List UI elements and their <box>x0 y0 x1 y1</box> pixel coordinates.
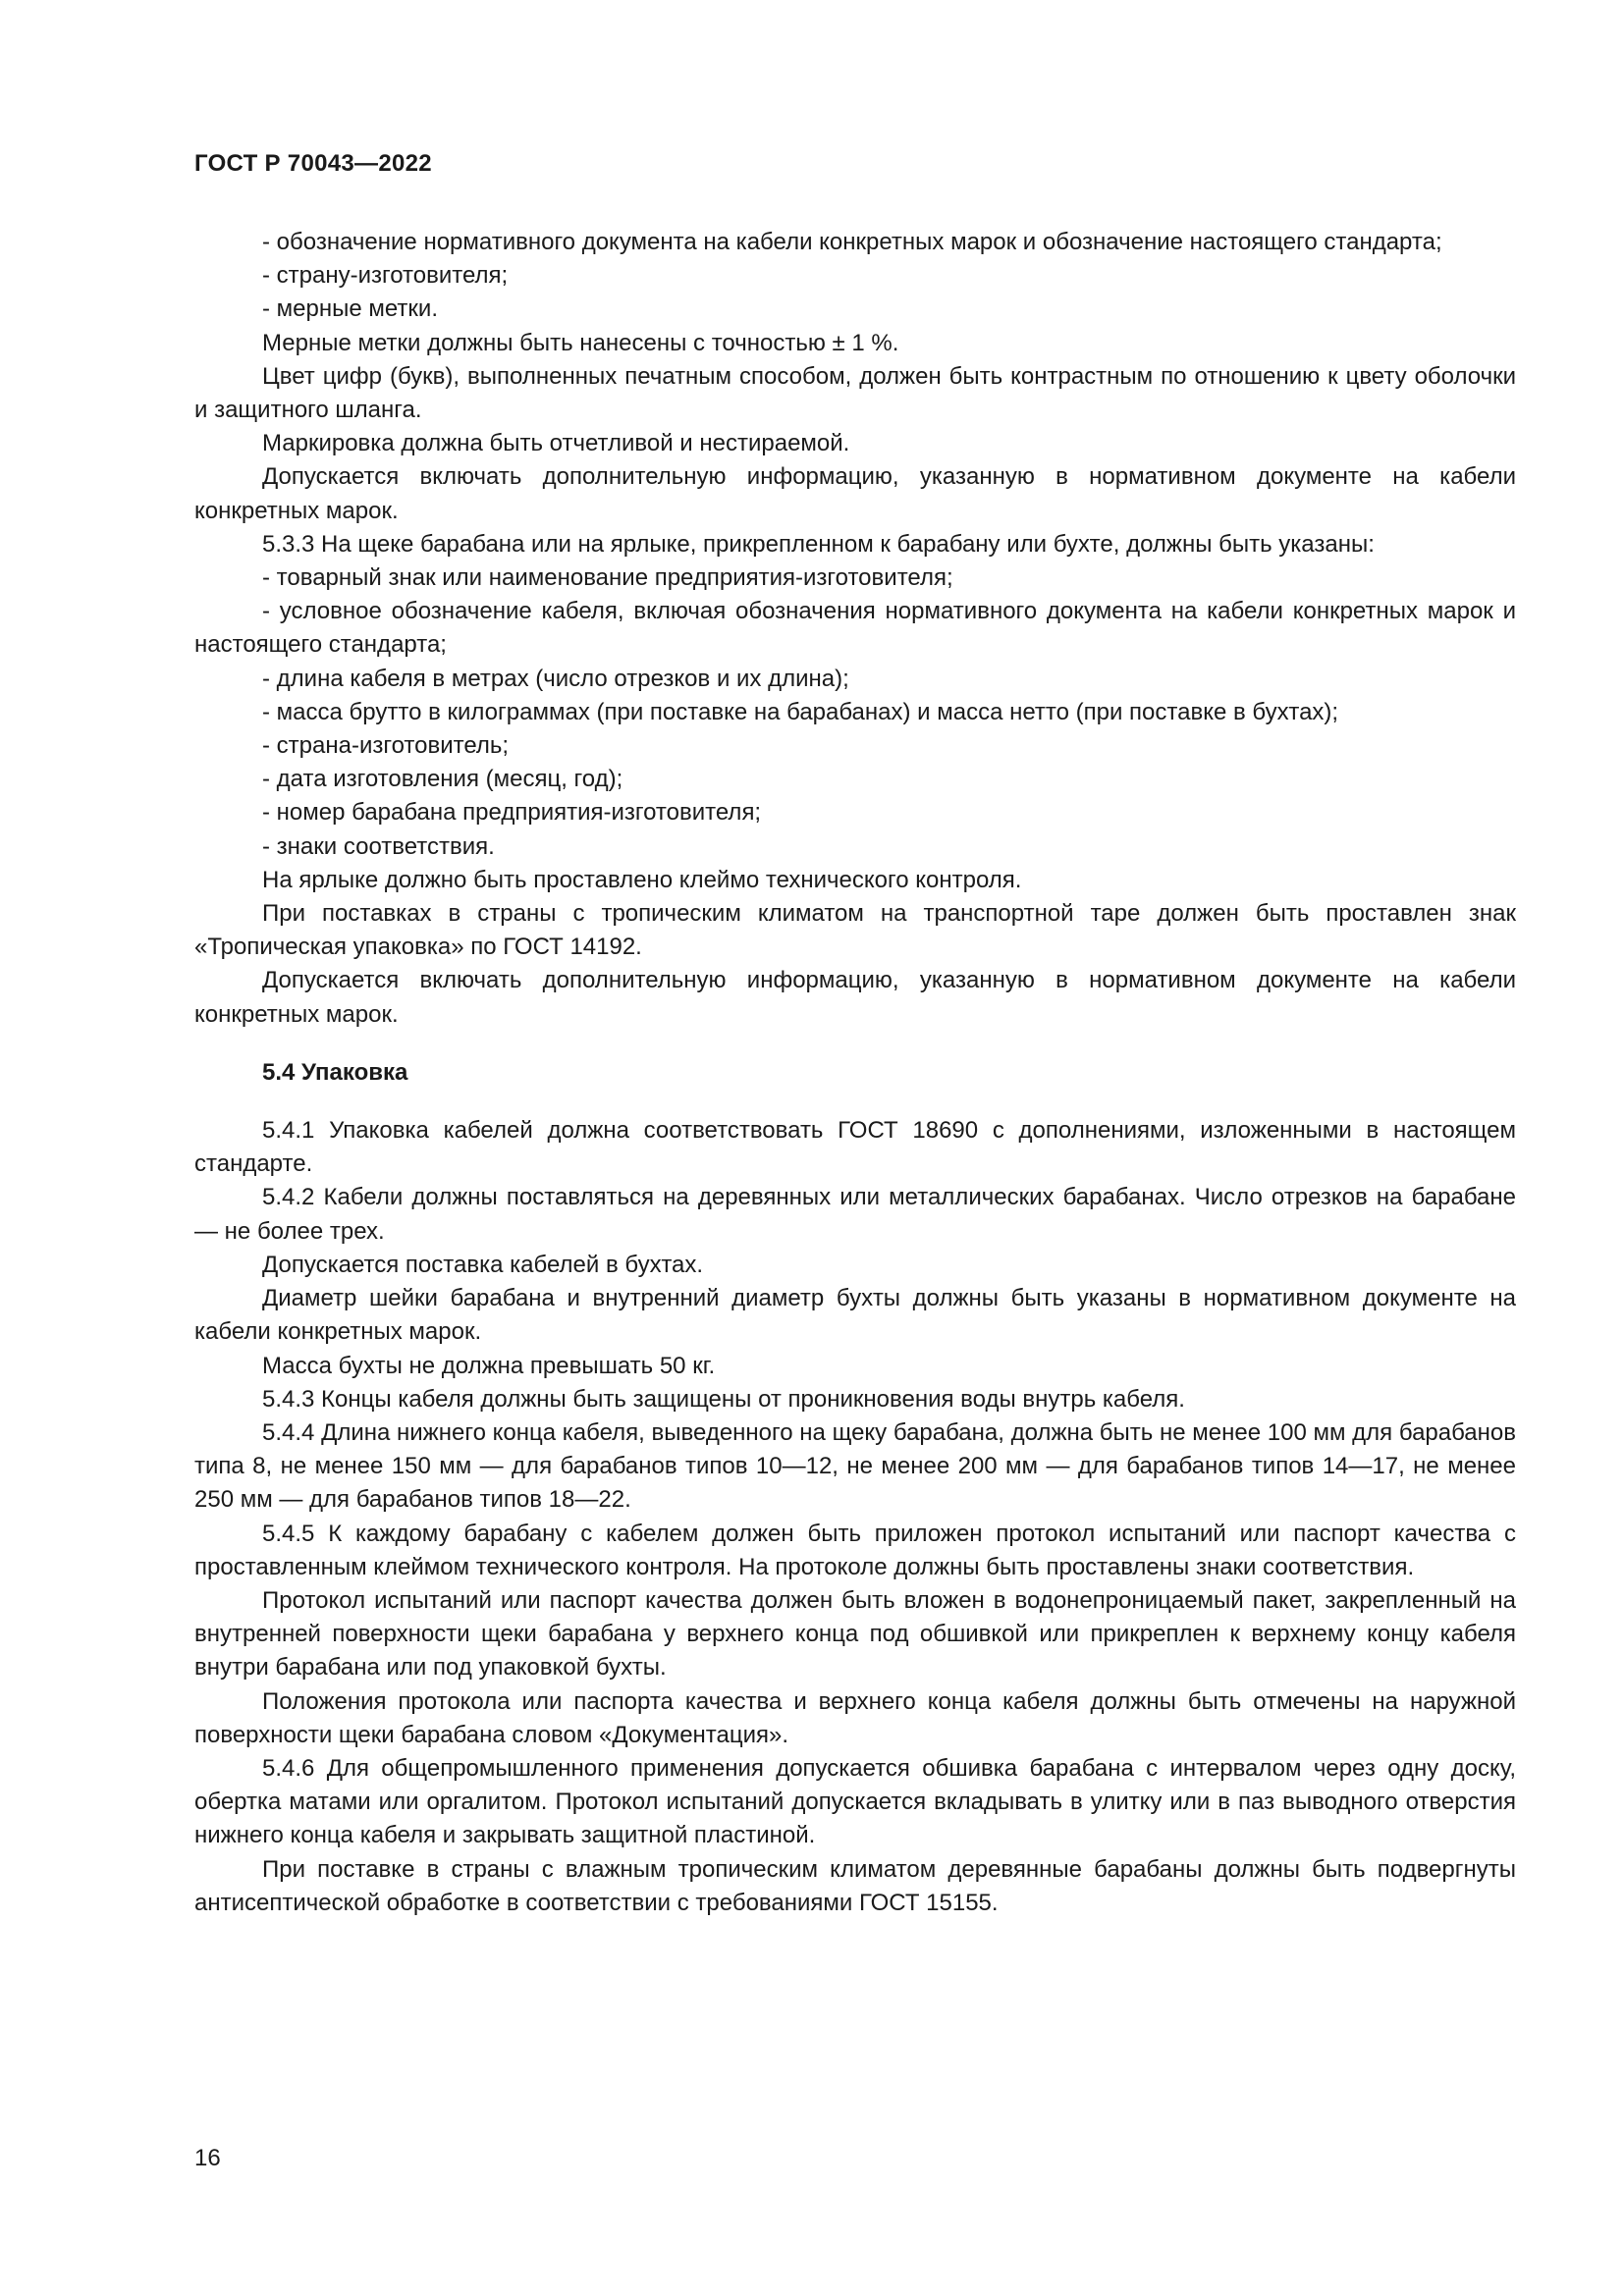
document-body <box>194 226 1516 1920</box>
list-item: - страна-изготовитель; <box>262 732 510 760</box>
list-item: - товарный знак или наименование предприятия-изготовителя; <box>262 564 953 592</box>
clause-5-4-3: 5.4.3 Концы кабеля должны быть защищены от проникновения воды внутрь кабеля. <box>262 1385 1185 1413</box>
list-item: - условное обозначение кабеля, включая обозначения нормативного документа на кабели конкретных марок и настоящего стандарта; <box>194 598 1516 659</box>
paragraph: При поставках в страны с тропическим климатом на транспортной таре должен быть проставлен знак «Тропическая упаковка» по ГОСТ 14192. <box>194 900 1516 961</box>
list-item: - номер барабана предприятия-изготовителя; <box>262 799 762 827</box>
page-number: 16 <box>194 2145 221 2171</box>
clause-5-4-6: 5.4.6 Для общепромышленного применения допускается обшивка барабана с интервалом через одну доску, обертка матами или оргалитом. Протокол испытаний допускается вкладывать в улитку или в паз выводного отверстия нижнего конца кабеля и закрывать защитной пластиной. <box>194 1754 1516 1849</box>
paragraph: Масса бухты не должна превышать 50 кг. <box>262 1352 716 1379</box>
clause-5-3-3: 5.3.3 На щеке барабана или на ярлыке, прикрепленном к барабану или бухте, должны быть указаны: <box>262 530 1375 558</box>
list-item: - длина кабеля в метрах (число отрезков и их длина); <box>262 665 849 692</box>
list-item: - обозначение нормативного документа на кабели конкретных марок и обозначение настоящего стандарта; <box>262 229 1442 255</box>
paragraph: Допускается поставка кабелей в бухтах. <box>262 1251 704 1278</box>
paragraph: Положения протокола или паспорта качества и верхнего конца кабеля должны быть отмечены на наружной поверхности щеки барабана словом «Документация». <box>194 1687 1516 1748</box>
section-heading: 5.4 Упаковка <box>262 1058 408 1086</box>
clause-5-4-1: 5.4.1 Упаковка кабелей должна соответствовать ГОСТ 18690 с дополнениями, изложенными в настоящем стандарте. <box>194 1117 1516 1178</box>
clause-5-4-4: 5.4.4 Длина нижнего конца кабеля, выведенного на щеку барабана, должна быть не менее 100 мм для барабанов типа 8, не менее 150 мм — для барабанов типов 10—12, не менее 200 мм — для барабанов типов 14—17, не менее 250 мм — для барабанов типов 18—22. <box>194 1418 1516 1514</box>
paragraph: Допускается включать дополнительную информацию, указанную в нормативном документе на кабели конкретных марок. <box>194 967 1516 1028</box>
paragraph: Мерные метки должны быть нанесены с точностью ± 1 %. <box>262 329 899 356</box>
clause-5-4-5: 5.4.5 К каждому барабану с кабелем должен быть приложен протокол испытаний или паспорт качества с проставленным клеймом технического контроля. На протоколе должны быть проставлены знаки соответствия. <box>194 1520 1516 1580</box>
list-item: - страну-изготовителя; <box>262 262 509 290</box>
clause-5-4-2: 5.4.2 Кабели должны поставляться на деревянных или металлических барабанах. Число отрезков на барабане — не более трех. <box>194 1184 1516 1245</box>
list-item: - масса брутто в килограммах (при поставке на барабанах) и масса нетто (при поставке в бухтах); <box>262 698 1339 725</box>
paragraph: Цвет цифр (букв), выполненных печатным способом, должен быть контрастным по отношению к цвету оболочки и защитного шланга. <box>194 362 1516 424</box>
paragraph: При поставке в страны с влажным тропическим климатом деревянные барабаны должны быть подвергнуты антисептической обработке в соответствии с требованиями ГОСТ 15155. <box>194 1855 1516 1916</box>
paragraph: Допускается включать дополнительную информацию, указанную в нормативном документе на кабели конкретных марок. <box>194 463 1516 524</box>
list-item: - мерные метки. <box>262 295 438 323</box>
paragraph: Маркировка должна быть отчетливой и нестираемой. <box>262 430 850 457</box>
paragraph: Диаметр шейки барабана и внутренний диаметр бухты должны быть указаны в нормативном документе на кабели конкретных марок. <box>194 1285 1516 1346</box>
list-item: - дата изготовления (месяц, год); <box>262 766 623 793</box>
paragraph: На ярлыке должно быть проставлено клеймо технического контроля. <box>262 866 1022 893</box>
list-item: - знаки соответствия. <box>262 832 495 860</box>
document-header: ГОСТ Р 70043—2022 <box>194 150 432 177</box>
paragraph: Протокол испытаний или паспорт качества должен быть вложен в водонепроницаемый пакет, закрепленный на внутренней поверхности щеки барабана у верхнего конца под обшивкой или прикреплен к верхнему концу кабеля внутри барабана или под упаковкой бухты. <box>194 1586 1516 1682</box>
